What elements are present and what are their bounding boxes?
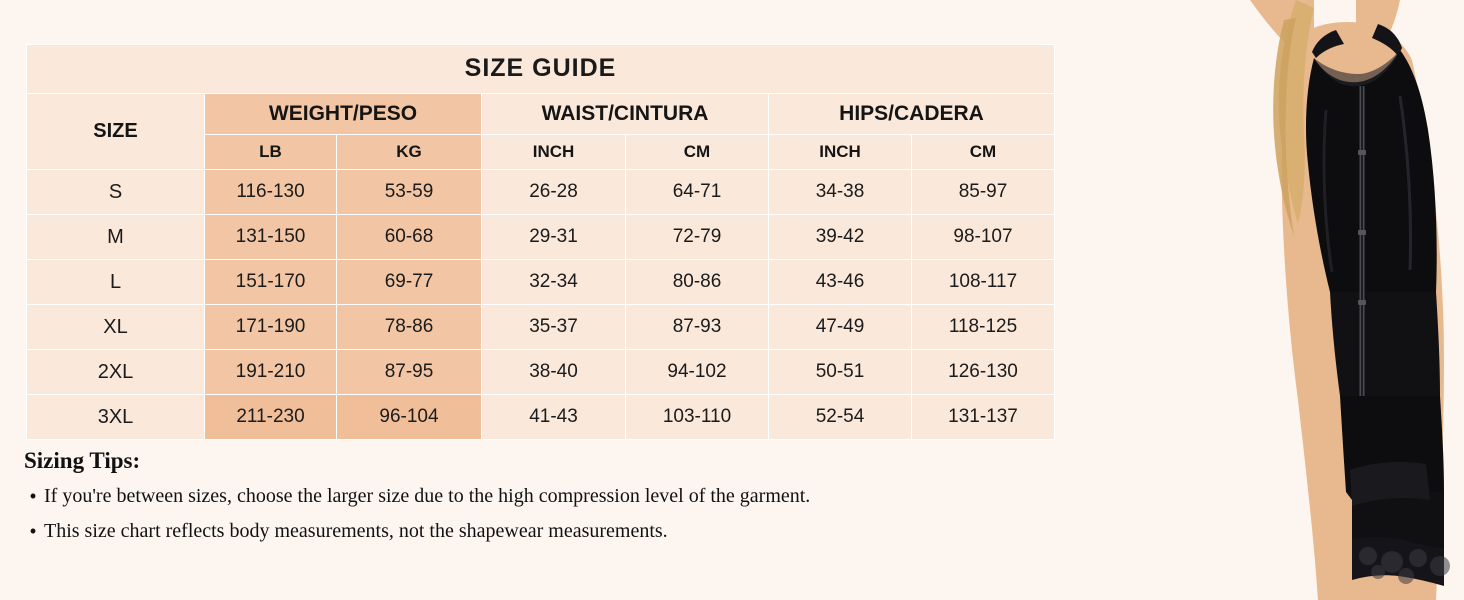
cell-waist-cm: 103-110 xyxy=(626,395,769,440)
cell-weight-lb: 131-150 xyxy=(205,215,337,260)
model-photo xyxy=(1100,0,1464,600)
bullet-icon: • xyxy=(29,521,37,541)
cell-size: 3XL xyxy=(27,395,205,440)
sizing-tip-text: If you're between sizes, choose the larger size due to the high compression level of the garment. xyxy=(44,485,811,507)
cell-size: L xyxy=(27,260,205,305)
bullet-icon: • xyxy=(29,486,37,506)
cell-weight-lb: 191-210 xyxy=(205,350,337,395)
table-row xyxy=(27,350,1055,395)
unit-header-waist-inch: INCH xyxy=(482,135,626,170)
size-guide-table xyxy=(26,44,1055,440)
cell-waist-inch: 41-43 xyxy=(482,395,626,440)
table-row xyxy=(27,395,1055,440)
table-row xyxy=(27,260,1055,305)
group-header-waist: WAIST/CINTURA xyxy=(482,94,769,135)
sizing-tips-section xyxy=(22,448,1072,554)
size-guide-table-wrapper xyxy=(26,44,1054,440)
cell-size: S xyxy=(27,170,205,215)
cell-weight-kg: 87-95 xyxy=(337,350,482,395)
cell-hips-inch: 39-42 xyxy=(769,215,912,260)
cell-size: M xyxy=(27,215,205,260)
cell-hips-cm: 85-97 xyxy=(912,170,1055,215)
cell-waist-cm: 87-93 xyxy=(626,305,769,350)
cell-hips-cm: 118-125 xyxy=(912,305,1055,350)
table-row xyxy=(27,305,1055,350)
list-item xyxy=(22,484,1072,508)
table-title: SIZE GUIDE xyxy=(27,45,1055,94)
cell-weight-kg: 69-77 xyxy=(337,260,482,305)
unit-header-hips-inch: INCH xyxy=(769,135,912,170)
cell-hips-inch: 43-46 xyxy=(769,260,912,305)
unit-header-hips-cm: CM xyxy=(912,135,1055,170)
model-illustration xyxy=(1100,0,1464,600)
cell-waist-inch: 38-40 xyxy=(482,350,626,395)
cell-hips-cm: 131-137 xyxy=(912,395,1055,440)
unit-header-weight-lb: LB xyxy=(205,135,337,170)
cell-waist-cm: 94-102 xyxy=(626,350,769,395)
cell-weight-kg: 96-104 xyxy=(337,395,482,440)
sizing-tips-title: Sizing Tips: xyxy=(24,448,141,473)
cell-hips-inch: 47-49 xyxy=(769,305,912,350)
cell-weight-lb: 171-190 xyxy=(205,305,337,350)
sizing-tip-text: This size chart reflects body measurements, not the shapewear measurements. xyxy=(44,520,668,542)
cell-weight-kg: 60-68 xyxy=(337,215,482,260)
table-title-row xyxy=(27,45,1055,94)
cell-waist-inch: 35-37 xyxy=(482,305,626,350)
table-row xyxy=(27,170,1055,215)
unit-header-weight-kg: KG xyxy=(337,135,482,170)
unit-header-waist-cm: CM xyxy=(626,135,769,170)
cell-weight-lb: 211-230 xyxy=(205,395,337,440)
cell-weight-lb: 116-130 xyxy=(205,170,337,215)
cell-weight-kg: 53-59 xyxy=(337,170,482,215)
table-row xyxy=(27,215,1055,260)
cell-weight-lb: 151-170 xyxy=(205,260,337,305)
cell-weight-kg: 78-86 xyxy=(337,305,482,350)
group-header-weight: WEIGHT/PESO xyxy=(205,94,482,135)
cell-hips-cm: 108-117 xyxy=(912,260,1055,305)
cell-waist-inch: 29-31 xyxy=(482,215,626,260)
cell-hips-inch: 52-54 xyxy=(769,395,912,440)
cell-waist-cm: 72-79 xyxy=(626,215,769,260)
column-header-size: SIZE xyxy=(27,94,205,170)
cell-waist-inch: 32-34 xyxy=(482,260,626,305)
cell-size: XL xyxy=(27,305,205,350)
cell-hips-cm: 98-107 xyxy=(912,215,1055,260)
cell-waist-cm: 80-86 xyxy=(626,260,769,305)
cell-waist-inch: 26-28 xyxy=(482,170,626,215)
table-group-header-row xyxy=(27,94,1055,135)
cell-size: 2XL xyxy=(27,350,205,395)
cell-hips-inch: 34-38 xyxy=(769,170,912,215)
cell-hips-inch: 50-51 xyxy=(769,350,912,395)
cell-hips-cm: 126-130 xyxy=(912,350,1055,395)
cell-waist-cm: 64-71 xyxy=(626,170,769,215)
group-header-hips: HIPS/CADERA xyxy=(769,94,1055,135)
list-item xyxy=(22,519,1072,543)
